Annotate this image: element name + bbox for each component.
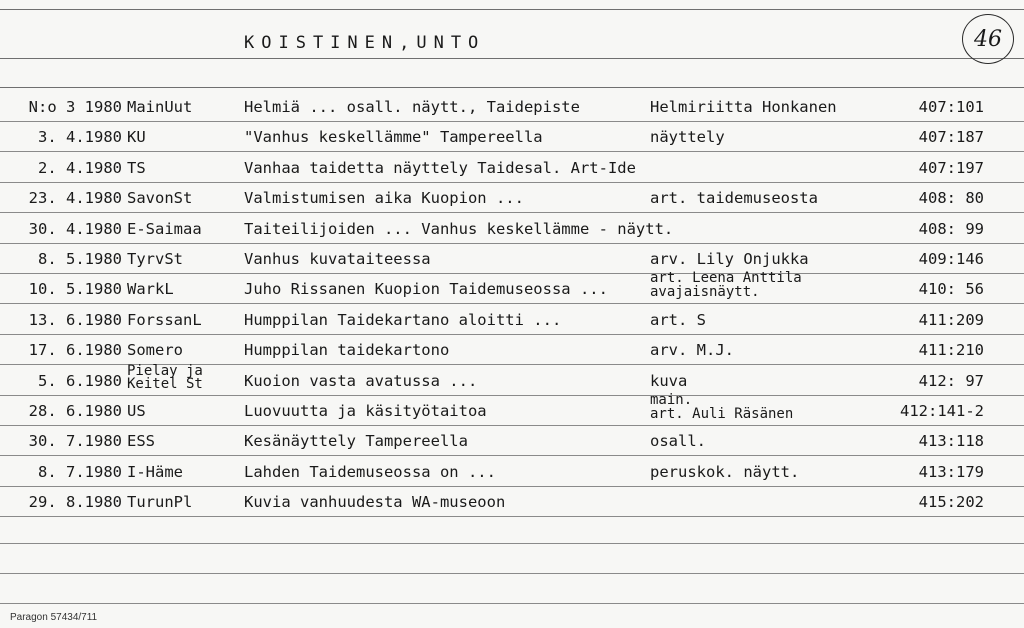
entry-source: WarkL bbox=[127, 280, 174, 299]
entry-date: 8. 7.1980 bbox=[38, 462, 122, 481]
row-rule bbox=[0, 516, 1024, 517]
page-number: 46 bbox=[974, 26, 1002, 52]
entry-note: art. Leena Anttila bbox=[650, 270, 802, 287]
entry-date: 2. 4.1980 bbox=[38, 158, 122, 177]
entry-note: peruskok. näytt. bbox=[650, 462, 800, 481]
entry-note: art. taidemuseosta bbox=[650, 189, 818, 208]
entry-row bbox=[0, 270, 1024, 304]
entry-reference: 413:118 bbox=[918, 432, 984, 451]
entry-title: Humppilan Taidekartano aloitti ... bbox=[244, 310, 562, 329]
entry-note: Helmiriitta Honkanen bbox=[650, 98, 837, 116]
entry-date: 29. 8.1980 bbox=[28, 493, 122, 512]
blank-rule bbox=[0, 603, 1024, 604]
entry-reference: 412:141-2 bbox=[900, 402, 984, 420]
entry-reference: 413:179 bbox=[918, 462, 984, 481]
header-rule bbox=[0, 58, 1024, 59]
entry-date: 13. 6.1980 bbox=[28, 310, 122, 329]
entry-note-line2: avajaisnäytt. bbox=[650, 284, 760, 301]
entry-row bbox=[0, 362, 1024, 396]
entry-reference: 408: 80 bbox=[918, 189, 984, 208]
entry-note: osall. bbox=[650, 432, 706, 451]
entry-source: KU bbox=[127, 128, 146, 147]
footer-print: Paragon 57434/711 bbox=[10, 612, 98, 623]
entry-reference: 409:146 bbox=[918, 250, 984, 268]
entry-note: arv. Lily Onjukka bbox=[650, 250, 809, 268]
entry-row bbox=[0, 244, 1024, 274]
entry-date: 28. 6.1980 bbox=[28, 402, 122, 420]
entry-row bbox=[0, 335, 1024, 365]
entry-title: Kuvia vanhuudesta WA-museoon bbox=[244, 493, 506, 512]
entry-source: ForssanL bbox=[127, 310, 202, 329]
entry-source: Somero bbox=[127, 341, 183, 360]
entry-reference: 415:202 bbox=[918, 493, 984, 512]
entry-date: 17. 6.1980 bbox=[28, 341, 122, 360]
entry-reference: 410: 56 bbox=[918, 280, 984, 299]
entry-row bbox=[0, 214, 1024, 244]
entry-title: Juho Rissanen Kuopion Taidemuseossa ... bbox=[244, 280, 608, 299]
entry-reference: 411:210 bbox=[918, 341, 984, 360]
entry-row bbox=[0, 305, 1024, 335]
entry-title: Kesänäyttely Tampereella bbox=[244, 432, 468, 451]
entry-source: TS bbox=[127, 158, 146, 177]
entry-date: 30. 7.1980 bbox=[28, 432, 122, 451]
entry-note: kuva bbox=[650, 371, 688, 390]
entry-row bbox=[0, 122, 1024, 152]
entry-source: TyrvSt bbox=[127, 250, 183, 268]
entry-date: 8. 5.1980 bbox=[38, 250, 122, 268]
entry-date: 10. 5.1980 bbox=[28, 280, 122, 299]
top-rule bbox=[0, 9, 1024, 10]
entry-reference: 407:101 bbox=[918, 98, 984, 116]
entry-date: 5. 6.1980 bbox=[38, 371, 122, 390]
entry-row bbox=[0, 487, 1024, 517]
entry-title: Humppilan taidekartono bbox=[244, 341, 450, 360]
entry-source: US bbox=[127, 402, 146, 420]
entry-title: "Vanhus keskellämme" Tampereella bbox=[244, 128, 543, 147]
entry-title: Taiteilijoiden ... Vanhus keskellämme - näytt. bbox=[244, 219, 674, 238]
entry-note: art. S bbox=[650, 310, 706, 329]
entry-title: Lahden Taidemuseossa on ... bbox=[244, 462, 496, 481]
entry-note-line2: art. Auli Räsänen bbox=[650, 406, 794, 422]
entry-row bbox=[0, 457, 1024, 487]
entry-source: I-Häme bbox=[127, 462, 183, 481]
entry-reference: 411:209 bbox=[918, 310, 984, 329]
entry-row bbox=[0, 92, 1024, 122]
entry-title: Helmiä ... osall. näytt., Taidepiste bbox=[244, 98, 580, 116]
entry-title: Kuoion vasta avatussa ... bbox=[244, 371, 478, 390]
entry-date: N:o 3 1980 bbox=[28, 98, 122, 116]
entry-row bbox=[0, 153, 1024, 183]
entry-note: näyttely bbox=[650, 128, 725, 147]
entry-reference: 407:197 bbox=[918, 158, 984, 177]
entry-title: Vanhus kuvataiteessa bbox=[244, 250, 431, 268]
blank-rule bbox=[0, 543, 1024, 544]
entry-reference: 412: 97 bbox=[918, 371, 984, 390]
entry-note: main. bbox=[650, 392, 693, 408]
entry-title: Valmistumisen aika Kuopion ... bbox=[244, 189, 524, 208]
entry-source: SavonSt bbox=[127, 189, 193, 208]
card-heading: KOISTINEN,UNTO bbox=[244, 33, 486, 53]
entry-title: Vanhaa taidetta näyttely Taidesal. Art-Ide bbox=[244, 158, 636, 177]
entry-note: arv. M.J. bbox=[650, 341, 734, 360]
entry-row bbox=[0, 183, 1024, 213]
entry-date: 23. 4.1980 bbox=[28, 189, 122, 208]
entry-title: Luovuutta ja käsityötaitoa bbox=[244, 402, 487, 420]
entry-row bbox=[0, 392, 1024, 426]
entry-source: MainUut bbox=[127, 98, 193, 116]
entry-row bbox=[0, 426, 1024, 456]
entry-reference: 408: 99 bbox=[918, 219, 984, 238]
entry-source: TurunPl bbox=[127, 493, 193, 512]
entry-reference: 407:187 bbox=[918, 128, 984, 147]
header-rule-2 bbox=[0, 87, 1024, 88]
entry-source: Pielay ja bbox=[127, 362, 203, 379]
entry-source-line2: Keitel St bbox=[127, 375, 203, 392]
entry-date: 30. 4.1980 bbox=[28, 219, 122, 238]
entry-date: 3. 4.1980 bbox=[38, 128, 122, 147]
blank-rule bbox=[0, 573, 1024, 574]
entry-source: E-Saimaa bbox=[127, 219, 202, 238]
page-number-circle bbox=[962, 14, 1014, 64]
entry-source: ESS bbox=[127, 432, 155, 451]
